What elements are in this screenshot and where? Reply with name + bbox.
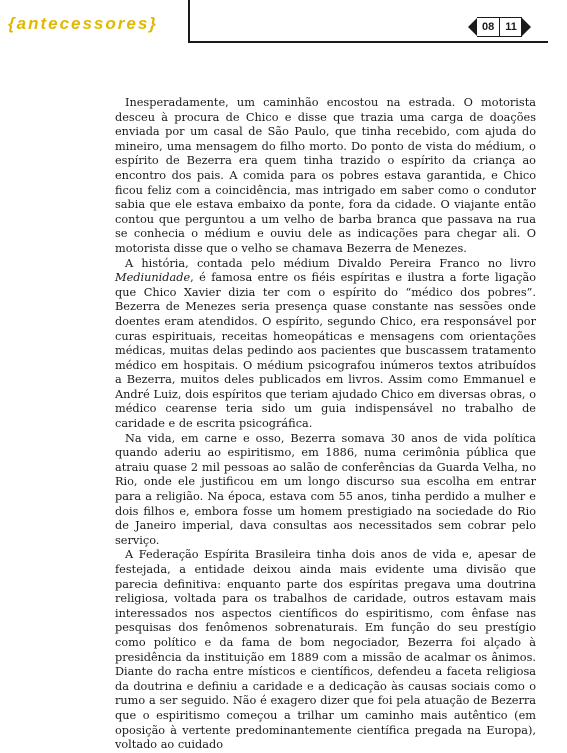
paragraph-3: Na vida, em carne e osso, Bezerra somava 30 anos de vida política quando aderiu ao espiritismo, em 1886, numa cerimônia pública que atraiu quase 2 mil pessoas ao salão de conferências da Guarda Velha, no Rio, onde ele justificou em um longo discurso sua escolha em entrar para a religião. Na época, estava com 55 anos, tinha perdido a mulher e dois filhos e, embora fosse um homem prestigiado na sociedade do Rio de Janeiro imperial, dava consultas aos necessitados sem cobrar pelo serviço. (115, 431, 536, 547)
page-header (0, 0, 567, 46)
article-body (115, 96, 536, 753)
paragraph-2-rest: , é famosa entre os fiéis espíritas e ilustra a forte ligação que Chico Xavier dizia ter com o espírito do “médico dos pobres”. Bezerra de Menezes seria presença quase constante nas sessões onde doentes eram atendidos. O espírito, segundo Chico, era responsável por curas espirituais, receitas homeopáticas e mensagens com orientações médicas, muitas delas pedindo aos pacientes que buscassem tratamento médico em hospitais. O médium psicografou inúmeros textos atribuídos a Bezerra, muitos deles publicados em livros. Assim como Emmanuel e André Luiz, dois espíritos que teriam ajudado Chico em diversas obras, o médico cearense teria sido um guia indispensável no trabalho de caridade e de escrita psicográfica. (115, 271, 536, 431)
paragraph-2-intro: A história, contada pelo médium Divaldo Pereira Franco no livro (125, 256, 536, 270)
total-pages-number: 11 (505, 21, 517, 33)
paragraph-2 (115, 257, 536, 432)
next-page-arrow-icon[interactable] (521, 17, 531, 37)
header-vertical-divider (188, 0, 190, 42)
book-title: Mediunidade (115, 271, 191, 285)
section-title: {antecessores} (8, 14, 158, 33)
current-page-number: 08 (482, 21, 495, 33)
page-navigator (468, 17, 531, 37)
page-counter (477, 17, 522, 37)
header-horizontal-divider (188, 41, 548, 43)
paragraph-1: Inesperadamente, um caminhão encostou na estrada. O motorista desceu à procura de Chico e disse que trazia uma carga de doações enviada por um casal de São Paulo, que tinha recebido, com ajuda do mineiro, uma mensagem do filho morto. Do ponto de vista do médium, o espírito de Bezerra era quem tinha trazido o espírito da criança ao encontro dos pais. A comida para os pobres estava garantida, e Chico ficou feliz com a coincidência, mas intrigado em saber como o condutor sabia que ele estava embaixo da ponte, fora da cidade. O viajante então contou que perguntou a um velho de barba branca que passava na rua se conhecia o médium e ouviu dele as indicações para chegar ali. O motorista disse que o velho se chamava Bezerra de Menezes. (115, 96, 536, 255)
paragraph-4: A Federação Espírita Brasileira tinha dois anos de vida e, apesar de festejada, a entidade deixou ainda mais evidente uma divisão que parecia definitiva: enquanto parte dos espíritas pregava uma doutrina religiosa, voltada para os trabalhos de caridade, outros estavam mais interessados nos aspectos científicos do espiritismo, com ênfase nas pesquisas dos fenômenos sobrenaturais. Em função do seu prestígio como político e da fama de bom negociador, Bezerra foi alçado à presidência da instituição em 1889 com a missão de acalmar os ânimos. Diante do racha entre místicos e científicos, defendeu a faceta religiosa da doutrina e definiu a caridade e a dedicação às causas sociais como o rumo a ser seguido. Não é exagero dizer que foi pela atuação de Bezerra que o espiritismo começou a trilhar um caminho mais autêntico (em oposição à vertente predominantemente científica pregada na Europa), voltado ao cuidado (115, 548, 536, 752)
